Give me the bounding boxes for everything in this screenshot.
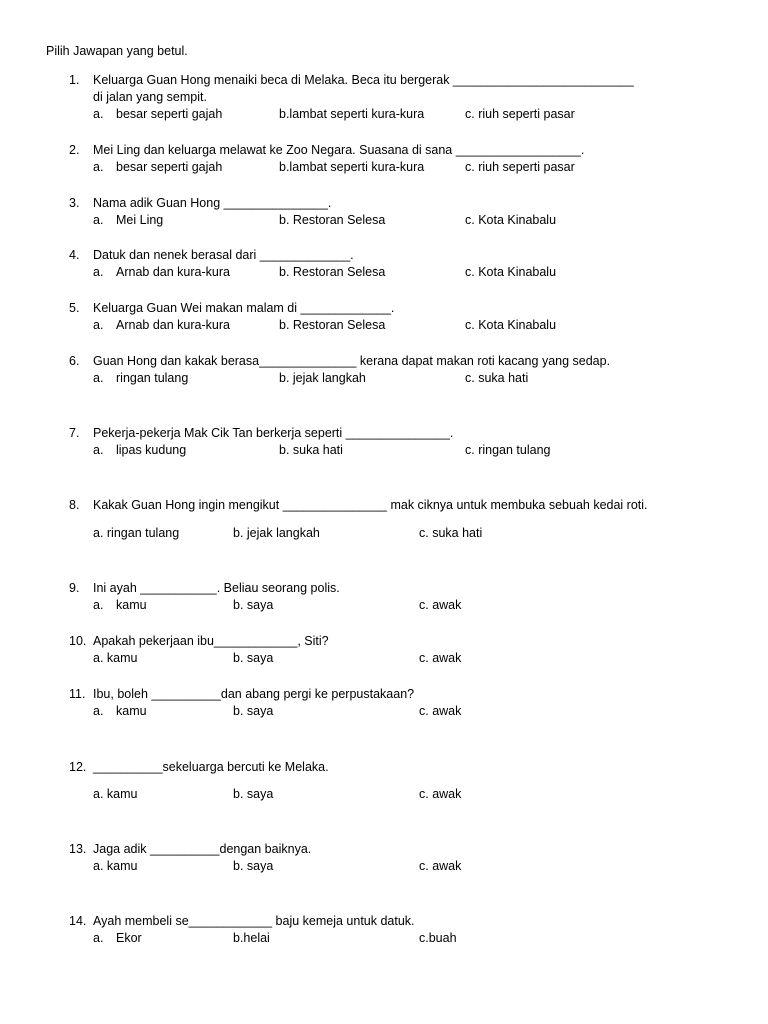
option-b[interactable]: b. saya — [233, 859, 274, 873]
option-b[interactable]: b.helai — [233, 931, 270, 945]
question-number: 14. — [69, 914, 87, 928]
question-text: Ini ayah ___________. Beliau seorang polis. — [93, 581, 340, 595]
question-number: 11. — [69, 687, 86, 701]
option-c[interactable]: c. suka hati — [419, 526, 483, 540]
option-a-label: a. — [93, 443, 104, 457]
option-b[interactable]: b. saya — [233, 651, 274, 665]
option-a-label: a. — [93, 318, 104, 332]
option-c[interactable]: c. riuh seperti pasar — [465, 107, 575, 121]
option-c[interactable]: c. Kota Kinabalu — [465, 213, 557, 227]
option-b[interactable]: b. saya — [233, 704, 274, 718]
question-number: 12. — [69, 760, 87, 774]
option-a-label: a. — [93, 931, 104, 945]
option-a[interactable]: Arnab dan kura-kura — [116, 265, 230, 279]
question-text: Jaga adik __________dengan baiknya. — [93, 842, 312, 856]
option-c[interactable]: c. suka hati — [465, 371, 529, 385]
question-text: Ibu, boleh __________dan abang pergi ke perpustakaan? — [93, 687, 415, 701]
option-b[interactable]: b. jejak langkah — [279, 371, 366, 385]
option-c[interactable]: c. awak — [419, 598, 462, 612]
question-text: Nama adik Guan Hong _______________. — [93, 196, 332, 210]
option-a-label: a. — [93, 213, 104, 227]
option-c[interactable]: c. Kota Kinabalu — [465, 265, 557, 279]
instruction-text: Pilih Jawapan yang betul. — [46, 44, 188, 58]
option-b[interactable]: b. Restoran Selesa — [279, 265, 386, 279]
option-a[interactable]: Mei Ling — [116, 213, 164, 227]
question-number: 6. — [69, 354, 80, 368]
option-b[interactable]: b.lambat seperti kura-kura — [279, 107, 425, 121]
option-c[interactable]: c. riuh seperti pasar — [465, 160, 575, 174]
question-text: Ayah membeli se____________ baju kemeja untuk datuk. — [93, 914, 415, 928]
option-a[interactable]: ringan tulang — [116, 371, 189, 385]
question-number: 13. — [69, 842, 87, 856]
option-b[interactable]: b.lambat seperti kura-kura — [279, 160, 425, 174]
question-text: __________sekeluarga bercuti ke Melaka. — [93, 760, 329, 774]
option-a[interactable]: a. kamu — [93, 651, 138, 665]
option-a-label: a. — [93, 160, 104, 174]
option-a[interactable]: lipas kudung — [116, 443, 187, 457]
option-a-label: a. — [93, 107, 104, 121]
option-c[interactable]: c. awak — [419, 651, 462, 665]
option-b[interactable]: b. jejak langkah — [233, 526, 320, 540]
option-a[interactable]: besar seperti gajah — [116, 107, 223, 121]
question-text: Guan Hong dan kakak berasa______________ kerana dapat makan roti kacang yang sedap. — [93, 354, 611, 368]
option-c[interactable]: c. Kota Kinabalu — [465, 318, 557, 332]
option-b[interactable]: b. Restoran Selesa — [279, 318, 386, 332]
question-text: Keluarga Guan Hong menaiki beca di Melaka. Beca itu bergerak __________________________ — [93, 73, 634, 87]
option-a-label: a. — [93, 265, 104, 279]
option-a-label: a. — [93, 704, 104, 718]
option-a[interactable]: a. kamu — [93, 859, 138, 873]
question-text: Pekerja-pekerja Mak Cik Tan berkerja seperti _______________. — [93, 426, 454, 440]
option-b[interactable]: b. saya — [233, 598, 274, 612]
question-text: Mei Ling dan keluarga melawat ke Zoo Negara. Suasana di sana __________________. — [93, 143, 585, 157]
option-c[interactable]: c. awak — [419, 859, 462, 873]
question-number: 5. — [69, 301, 80, 315]
option-b[interactable]: b. Restoran Selesa — [279, 213, 386, 227]
question-text: Kakak Guan Hong ingin mengikut _______________ mak ciknya untuk membuka sebuah kedai roti. — [93, 498, 648, 512]
question-text: Keluarga Guan Wei makan malam di _____________. — [93, 301, 395, 315]
question-number: 10. — [69, 634, 87, 648]
option-c[interactable]: c. awak — [419, 704, 462, 718]
question-text: Apakah pekerjaan ibu____________, Siti? — [93, 634, 329, 648]
question-number: 9. — [69, 581, 80, 595]
question-number: 8. — [69, 498, 80, 512]
option-a[interactable]: Ekor — [116, 931, 142, 945]
option-a[interactable]: besar seperti gajah — [116, 160, 223, 174]
option-a[interactable]: a. kamu — [93, 787, 138, 801]
question-number: 2. — [69, 143, 80, 157]
question-number: 1. — [69, 73, 80, 87]
option-c[interactable]: c.buah — [419, 931, 457, 945]
option-a[interactable]: kamu — [116, 704, 147, 718]
option-a[interactable]: kamu — [116, 598, 147, 612]
question-number: 7. — [69, 426, 80, 440]
option-c[interactable]: c. awak — [419, 787, 462, 801]
option-a[interactable]: a. ringan tulang — [93, 526, 180, 540]
option-b[interactable]: b. saya — [233, 787, 274, 801]
option-a-label: a. — [93, 371, 104, 385]
question-number: 4. — [69, 248, 80, 262]
option-c[interactable]: c. ringan tulang — [465, 443, 551, 457]
question-text-continued: di jalan yang sempit. — [93, 90, 207, 104]
option-a-label: a. — [93, 598, 104, 612]
option-b[interactable]: b. suka hati — [279, 443, 343, 457]
question-number: 3. — [69, 196, 80, 210]
option-a[interactable]: Arnab dan kura-kura — [116, 318, 230, 332]
question-text: Datuk dan nenek berasal dari _____________. — [93, 248, 354, 262]
